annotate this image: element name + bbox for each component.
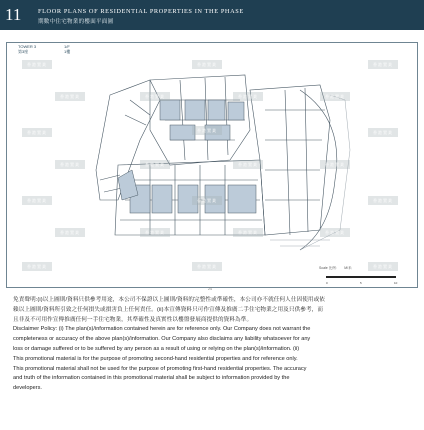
disclaimer-en-line: completeness or accuracy of the above plan(s)/information. Our Company also disclaims any liability whatsoever for any bbox=[13, 336, 311, 343]
disclaimer-en-line: This promotional material shall not be used for the purpose of promoting first-hand residential properties. The accuracy bbox=[13, 365, 307, 372]
watermark: 香港置業 bbox=[22, 128, 52, 137]
disclaimer-en-line: Disclaimer Policy: (i) The plan(s)/information contained herein are for reference only. Our Company does not warrant the bbox=[13, 326, 311, 333]
watermark: 香港置業 bbox=[368, 128, 398, 137]
watermark: 香港置業 bbox=[55, 228, 85, 237]
unit-lower-2 bbox=[152, 185, 172, 213]
scale-tick: 0 bbox=[326, 281, 328, 285]
scale-label-text: Scale 比例： bbox=[319, 266, 340, 270]
disclaimer-en-line: developers. bbox=[13, 385, 42, 392]
watermark: 香港置業 bbox=[233, 160, 263, 169]
watermark: 香港置業 bbox=[192, 126, 222, 135]
unit-upper-4 bbox=[228, 102, 244, 120]
watermark: 香港置業 bbox=[55, 92, 85, 101]
watermark: 香港置業 bbox=[320, 92, 350, 101]
watermark: 香港置業 bbox=[22, 60, 52, 69]
watermark: 香港置業 bbox=[320, 160, 350, 169]
watermark: 香港置業 bbox=[22, 262, 52, 271]
unit-wing-left bbox=[118, 170, 138, 200]
disclaimer bbox=[13, 296, 413, 394]
watermark: 香港置業 bbox=[140, 92, 170, 101]
section-subtitle: 期數中住宅物業的樓面平面圖 bbox=[38, 19, 114, 25]
tower-label-zh: 第3座 bbox=[18, 49, 29, 54]
floor-label-en: 1/F bbox=[64, 44, 70, 49]
watermark: 香港置業 bbox=[140, 160, 170, 169]
disclaimer-zh-line: 免責聲明:(i)以上圖則/資料只供參考用途，本公司不保證以上圖則/資料的完整性或準確性，本公司亦不就任何人仕因使用或依 bbox=[13, 297, 326, 303]
scale-unit: M/米 bbox=[344, 266, 352, 270]
unit-lower-5 bbox=[228, 185, 256, 213]
scale-tick: 5 bbox=[360, 281, 362, 285]
unit-upper-3 bbox=[208, 100, 225, 120]
tower-label-en: TOWER 3 bbox=[18, 44, 37, 49]
scale-bar bbox=[326, 276, 396, 280]
disclaimer-en-line: and truth of the information contained in this promotional material shall be subject to information provided by the bbox=[13, 375, 290, 382]
disclaimer-en-line: loss or damage suffered or to be suffered by any person as a result of using or relying on the plan(s)/information. (ii) bbox=[13, 345, 300, 352]
unit-upper-2 bbox=[185, 100, 205, 120]
watermark: 香港置業 bbox=[140, 228, 170, 237]
scale-label bbox=[319, 266, 352, 271]
watermark: 香港置業 bbox=[192, 262, 222, 271]
section-title: FLOOR PLANS OF RESIDENTIAL PROPERTIES IN THE PHASE bbox=[38, 8, 244, 15]
watermark: 香港置業 bbox=[368, 196, 398, 205]
disclaimer-en-line: This promotional material is for the purpose of promoting second-hand residential properties and for reference only. bbox=[13, 355, 298, 362]
floor-label-zh: 1樓 bbox=[64, 49, 71, 54]
watermark: 香港置業 bbox=[192, 196, 222, 205]
page-number: 24 bbox=[208, 287, 212, 291]
watermark: 香港置業 bbox=[233, 92, 263, 101]
scale-tick: 10 bbox=[394, 281, 398, 285]
disclaimer-zh-line: 且非及不可用作宣傳推廣任何一手住宅物業，其準確性及真實性以樓盤發展商提供的資料為準。 bbox=[13, 316, 253, 323]
section-number: 11 bbox=[5, 5, 22, 24]
watermark: 香港置業 bbox=[192, 60, 222, 69]
watermark: 香港置業 bbox=[55, 160, 85, 169]
unit-upper-1 bbox=[160, 100, 180, 120]
watermark: 香港置業 bbox=[233, 228, 263, 237]
watermark: 香港置業 bbox=[368, 262, 398, 271]
watermark: 香港置業 bbox=[22, 196, 52, 205]
watermark: 香港置業 bbox=[320, 228, 350, 237]
disclaimer-zh-line: 賴以上圖則/資料所引致之任何損失或損害負上任何責任。(ii)本宣傳資料只可作宣傳及推廣二手住宅物業之用及只供參考，而 bbox=[13, 306, 324, 313]
watermark: 香港置業 bbox=[368, 60, 398, 69]
